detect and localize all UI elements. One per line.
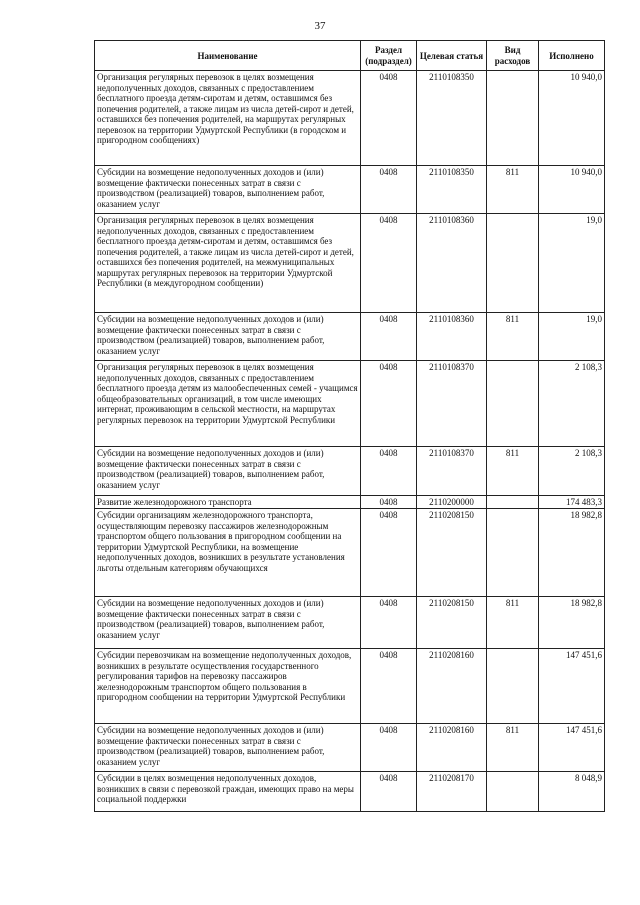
row-executed: 10 940,0 xyxy=(539,166,605,214)
table-row xyxy=(95,772,605,812)
row-section: 0408 xyxy=(361,496,417,509)
row-section: 0408 xyxy=(361,772,417,812)
row-name: Развитие железнодорожного транспорта xyxy=(95,496,361,509)
row-section: 0408 xyxy=(361,509,417,597)
table-row xyxy=(95,313,605,361)
row-section: 0408 xyxy=(361,71,417,166)
table-row xyxy=(95,496,605,509)
row-expense-type: 811 xyxy=(487,313,539,361)
row-name: Субсидии на возмещение недополученных доходов и (или) возмещение фактически понесенных затрат в связи с производством (реализацией) товаров, выполнением работ, оказанием услуг xyxy=(95,724,361,772)
header-article: Целевая статья xyxy=(417,41,487,71)
row-article: 2110108360 xyxy=(417,214,487,313)
row-section: 0408 xyxy=(361,313,417,361)
table-row xyxy=(95,509,605,597)
row-article: 2110200000 xyxy=(417,496,487,509)
row-executed: 2 108,3 xyxy=(539,447,605,496)
row-executed: 10 940,0 xyxy=(539,71,605,166)
row-name: Организация регулярных перевозок в целях возмещения недополученных доходов, связанных с предоставлением бесплатного проезда детям-сиротам и детям, оставшимся без попечения родителей, а также лицам из числа детей-сирот и детей, оставшихся без попечения родителей, на межмуниципальных маршрутах регулярных перевозок на территории Удмуртской Республики (в междугородном сообщении) xyxy=(95,214,361,313)
row-expense-type xyxy=(487,509,539,597)
row-section: 0408 xyxy=(361,447,417,496)
table-row xyxy=(95,649,605,724)
row-expense-type: 811 xyxy=(487,447,539,496)
row-article: 2110108360 xyxy=(417,313,487,361)
row-article: 2110108350 xyxy=(417,71,487,166)
row-article: 2110208160 xyxy=(417,649,487,724)
row-section: 0408 xyxy=(361,597,417,649)
row-article: 2110108370 xyxy=(417,361,487,447)
row-expense-type xyxy=(487,214,539,313)
row-executed: 147 451,6 xyxy=(539,649,605,724)
row-article: 2110208150 xyxy=(417,509,487,597)
row-article: 2110208170 xyxy=(417,772,487,812)
table-row xyxy=(95,214,605,313)
row-expense-type: 811 xyxy=(487,166,539,214)
header-expense-type: Вид расходов xyxy=(487,41,539,71)
row-name: Субсидии в целях возмещения недополученных доходов, возникших в связи с перевозкой граждан, имеющих право на меры социальной поддержки xyxy=(95,772,361,812)
row-name: Субсидии на возмещение недополученных доходов и (или) возмещение фактически понесенных затрат в связи с производством (реализацией) товаров, выполнением работ, оказанием услуг xyxy=(95,597,361,649)
row-expense-type: 811 xyxy=(487,724,539,772)
row-expense-type: 811 xyxy=(487,597,539,649)
table-row xyxy=(95,361,605,447)
row-executed: 19,0 xyxy=(539,214,605,313)
row-article: 2110208160 xyxy=(417,724,487,772)
table-row xyxy=(95,447,605,496)
table-row xyxy=(95,166,605,214)
row-name: Организация регулярных перевозок в целях возмещения недополученных доходов, связанных с предоставлением бесплатного проезда детям из малообеспеченных семей - учащимся общеобразовательных организаций, в том числе имеющих интернат, проживающим в сельской местности, на маршрутах регулярных перевозок на территории Удмуртской Республики xyxy=(95,361,361,447)
row-expense-type xyxy=(487,361,539,447)
table-row xyxy=(95,597,605,649)
header-name: Наименование xyxy=(95,41,361,71)
row-name: Субсидии организациям железнодорожного транспорта, осуществляющим перевозку пассажиров железнодорожным транспортом общего пользования в пригородном сообщении на территории Удмуртской Республики, на возмещение недополученных доходов, возникших в результате установления льготы отдельным категориям обучающихся xyxy=(95,509,361,597)
row-article: 2110108370 xyxy=(417,447,487,496)
table-row xyxy=(95,71,605,166)
row-executed: 174 483,3 xyxy=(539,496,605,509)
row-executed: 147 451,6 xyxy=(539,724,605,772)
row-section: 0408 xyxy=(361,166,417,214)
row-executed: 2 108,3 xyxy=(539,361,605,447)
row-executed: 8 048,9 xyxy=(539,772,605,812)
row-expense-type xyxy=(487,649,539,724)
table-header-row xyxy=(95,41,605,71)
header-section: Раздел (подраздел) xyxy=(361,41,417,71)
page-number: 37 xyxy=(314,20,326,32)
header-executed: Исполнено xyxy=(539,41,605,71)
row-expense-type xyxy=(487,496,539,509)
row-article: 2110108350 xyxy=(417,166,487,214)
row-executed: 19,0 xyxy=(539,313,605,361)
row-executed: 18 982,8 xyxy=(539,509,605,597)
row-name: Субсидии перевозчикам на возмещение недополученных доходов, возникших в результате осуществления государственного регулирования тарифов на перевозку пассажиров железнодорожным транспортом общего пользования в пригородном сообщении на территории Удмуртской Республики xyxy=(95,649,361,724)
row-section: 0408 xyxy=(361,214,417,313)
row-name: Субсидии на возмещение недополученных доходов и (или) возмещение фактически понесенных затрат в связи с производством (реализацией) товаров, выполнением работ, оказанием услуг xyxy=(95,166,361,214)
row-section: 0408 xyxy=(361,649,417,724)
row-executed: 18 982,8 xyxy=(539,597,605,649)
row-expense-type xyxy=(487,71,539,166)
row-name: Организация регулярных перевозок в целях возмещения недополученных доходов, связанных с предоставлением бесплатного проезда детям-сиротам и детям, оставшимся без попечения родителей, а также лицам из числа детей-сирот и детей, оставшихся без попечения родителей, на маршрутах регулярных перевозок на территории Удмуртской Республики (в городском и пригородном сообщениях) xyxy=(95,71,361,166)
budget-table xyxy=(94,40,605,812)
row-name: Субсидии на возмещение недополученных доходов и (или) возмещение фактически понесенных затрат в связи с производством (реализацией) товаров, выполнением работ, оказанием услуг xyxy=(95,313,361,361)
row-section: 0408 xyxy=(361,724,417,772)
row-name: Субсидии на возмещение недополученных доходов и (или) возмещение фактически понесенных затрат в связи с производством (реализацией) товаров, выполнением работ, оказанием услуг xyxy=(95,447,361,496)
row-section: 0408 xyxy=(361,361,417,447)
table-row xyxy=(95,724,605,772)
row-article: 2110208150 xyxy=(417,597,487,649)
row-expense-type xyxy=(487,772,539,812)
